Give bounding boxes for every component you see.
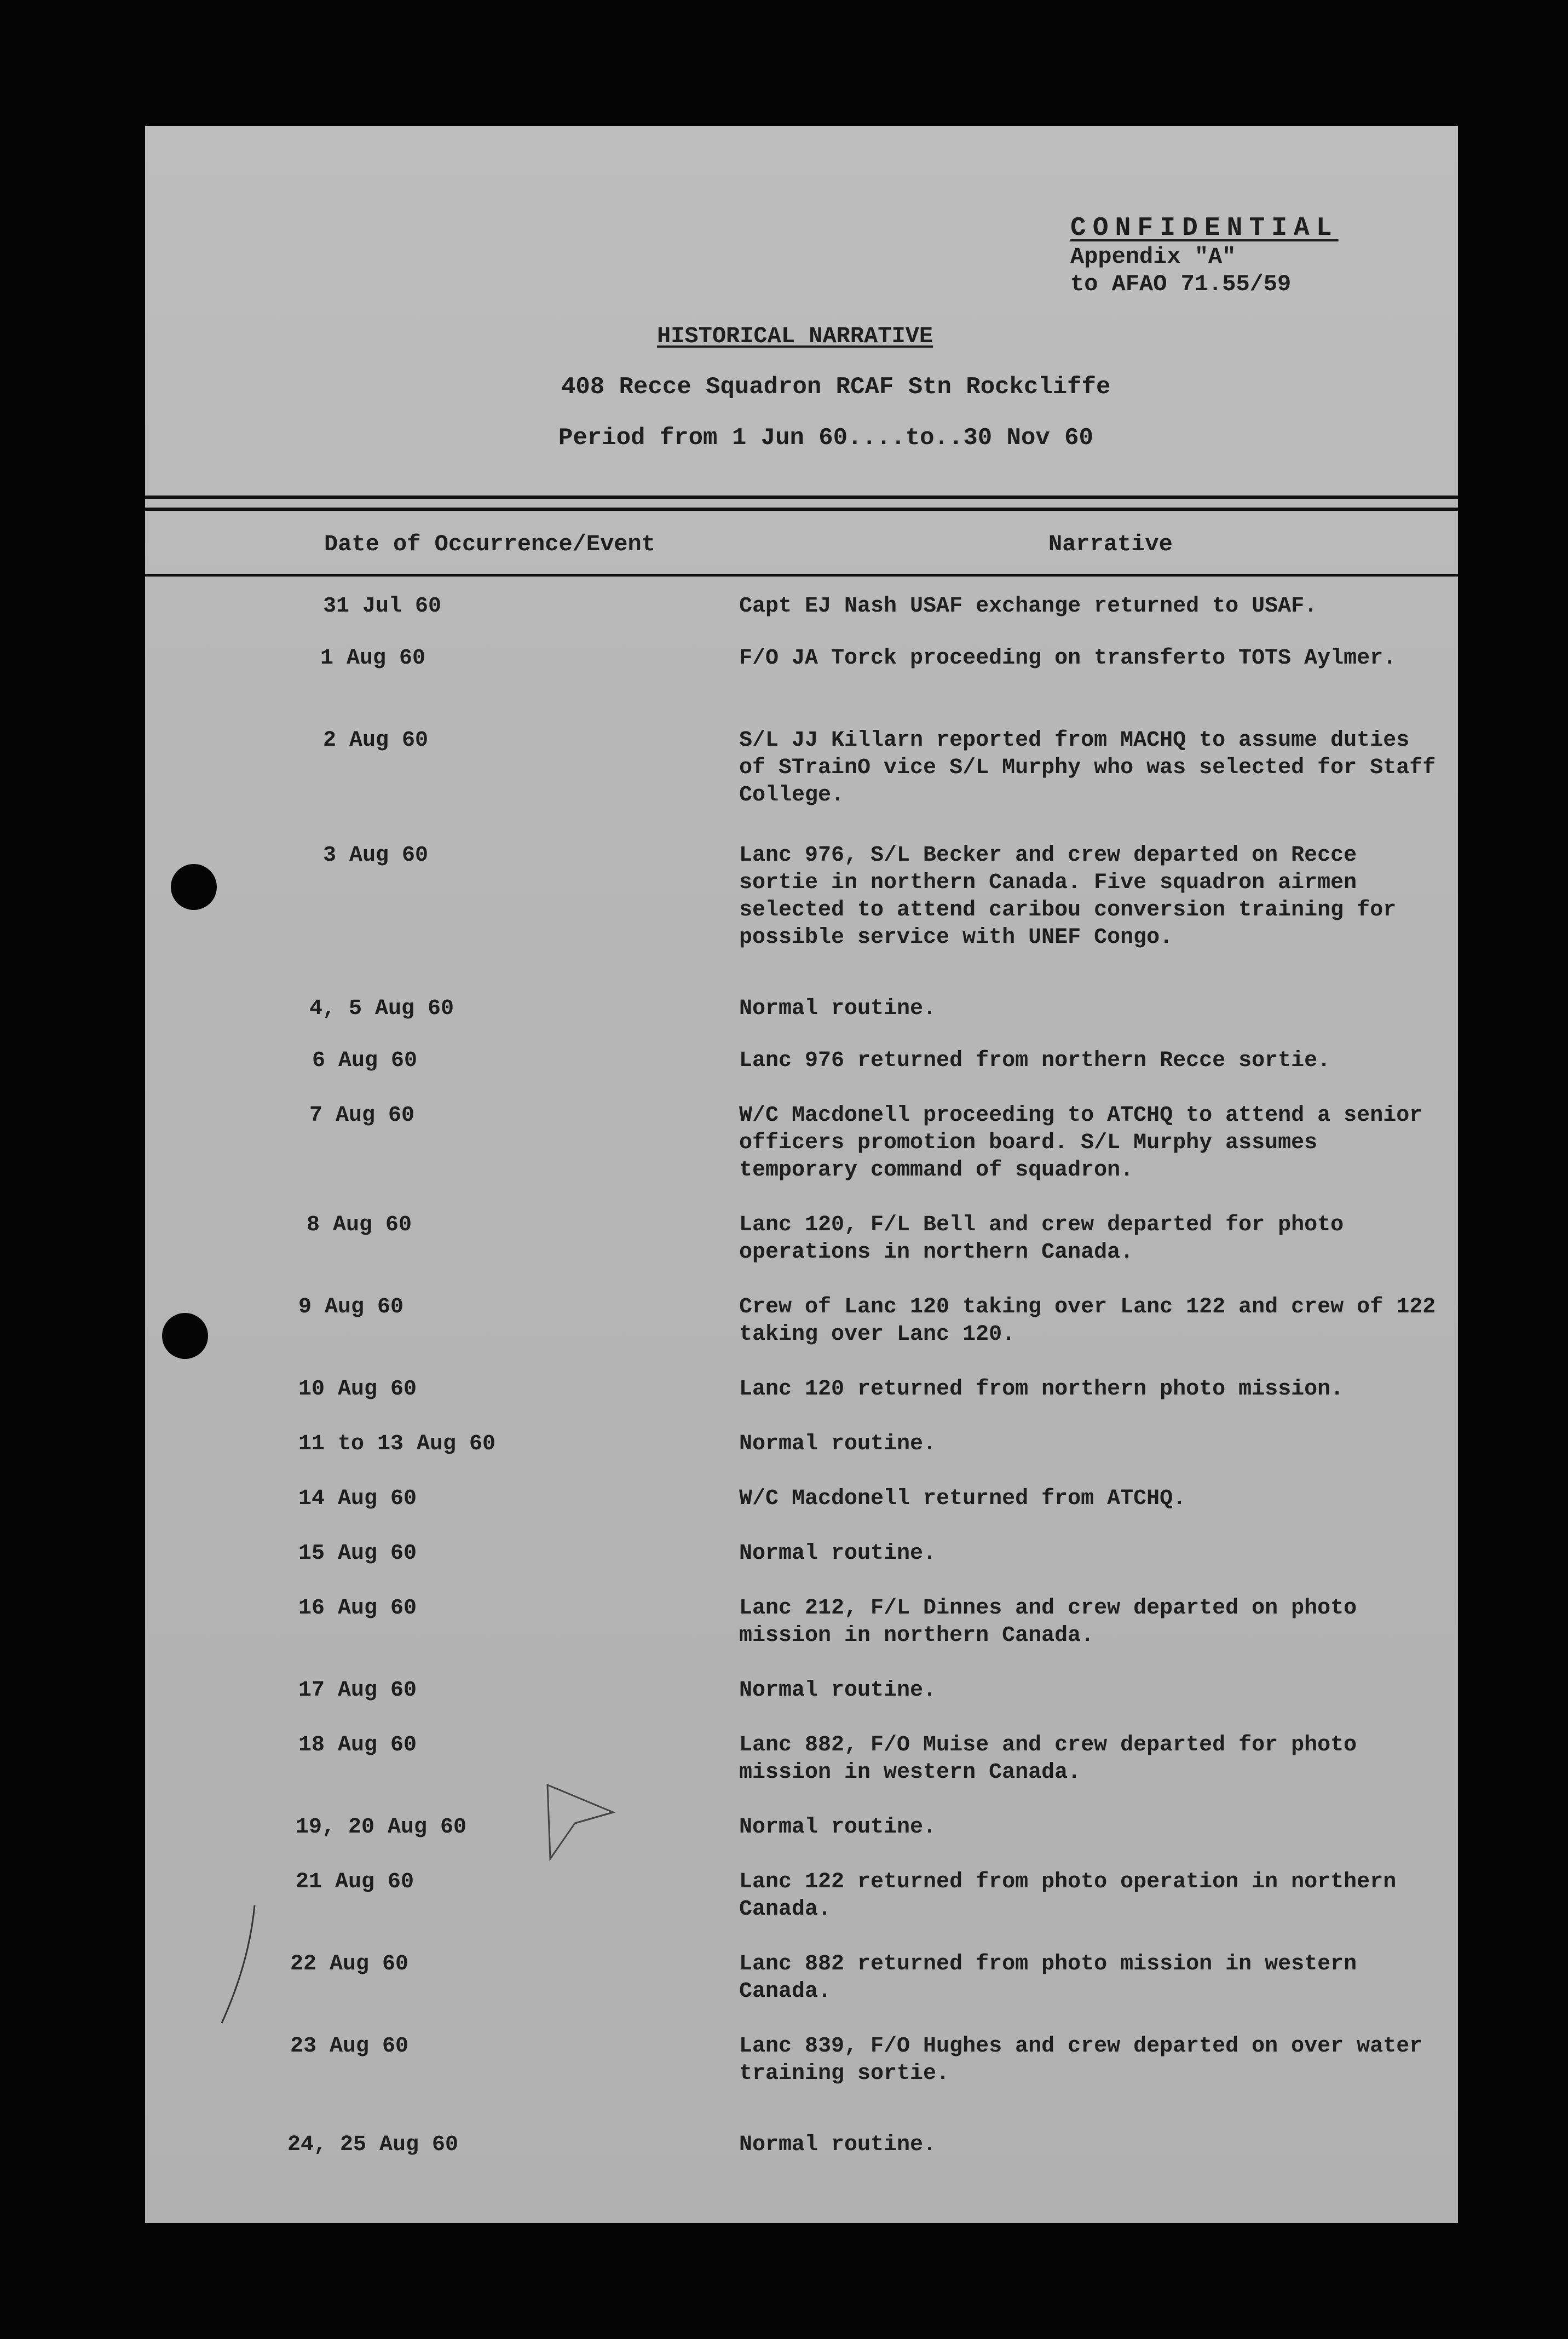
appendix-label: Appendix "A" [1070,244,1236,270]
entry-date: 15 Aug 60 [298,1541,417,1566]
entry-date: 1 Aug 60 [320,646,426,671]
classification-block [1070,214,1443,298]
entry-narrative: Lanc 976, S/L Becker and crew departed on Recce sortie in northern Canada. Five squadron airmen selected to attend caribou conversion training for possible service with UNEF Congo. [739,843,1397,950]
entry-narrative: Normal routine. [739,996,937,1021]
column-header-date: Date of Occurrence/Event [324,531,655,557]
entry-date: 3 Aug 60 [323,843,429,868]
entry-narrative: F/O JA Torck proceeding on transferto TOTS Aylmer. [739,646,1397,671]
entry-narrative: Crew of Lanc 120 taking over Lanc 122 and crew of 122 taking over Lanc 120. [739,1295,1436,1347]
header-rule-bottom [145,574,1458,577]
entry-date: 18 Aug 60 [298,1733,417,1758]
entry-narrative: Lanc 120, F/L Bell and crew departed for photo operations in northern Canada. [739,1213,1344,1265]
entry-date: 11 to 13 Aug 60 [298,1432,496,1456]
entry-date: 6 Aug 60 [312,1048,418,1073]
column-header-narrative: Narrative [1048,531,1173,557]
unit-name: 408 Recce Squadron RCAF Stn Rockcliffe [561,373,1111,401]
pen-stroke-mark [216,1903,260,2029]
entry-date: 4, 5 Aug 60 [309,996,454,1021]
entry-date: 9 Aug 60 [298,1295,404,1320]
entry-date: 2 Aug 60 [323,728,429,753]
entry-narrative: W/C Macdonell returned from ATCHQ. [739,1487,1186,1511]
punch-hole-upper [171,864,217,910]
reference-number: to AFAO 71.55/59 [1070,271,1292,297]
entry-date: 31 Jul 60 [323,594,442,619]
reporting-period: Period from 1 Jun 60....to..30 Nov 60 [558,424,1093,452]
pen-arrow-mark [542,1782,624,1864]
punch-hole-lower [162,1313,208,1359]
entry-date: 7 Aug 60 [309,1103,415,1128]
entry-narrative: W/C Macdonell proceeding to ATCHQ to attend a senior officers promotion board. S/L Murphy assumes temporary command of squadron. [739,1103,1423,1183]
entry-date: 14 Aug 60 [298,1487,417,1511]
entry-narrative: Lanc 882, F/O Muise and crew departed for photo mission in western Canada. [739,1733,1357,1785]
header-rule-top [145,496,1458,499]
document-title: HISTORICAL NARRATIVE [657,323,933,349]
entry-date: 21 Aug 60 [296,1870,414,1894]
header-rule-second [145,508,1458,511]
entry-date: 10 Aug 60 [298,1377,417,1402]
document-page [145,126,1458,2223]
entry-narrative: Normal routine. [739,1678,937,1703]
entry-narrative: Lanc 120 returned from northern photo mission. [739,1377,1344,1402]
entry-narrative: Normal routine. [739,1541,937,1566]
entry-date: 19, 20 Aug 60 [296,1815,467,1840]
entry-narrative: Lanc 976 returned from northern Recce sortie. [739,1048,1331,1073]
entry-date: 23 Aug 60 [290,2034,409,2059]
entry-narrative: Lanc 839, F/O Hughes and crew departed on over water training sortie. [739,2034,1423,2086]
entry-narrative: S/L JJ Killarn reported from MACHQ to assume duties of STrainO vice S/L Murphy who was selected for Staff College. [739,728,1436,808]
entry-narrative: Lanc 122 returned from photo operation in northern Canada. [739,1870,1397,1922]
entry-date: 8 Aug 60 [307,1213,412,1237]
entry-date: 22 Aug 60 [290,1952,409,1977]
entry-narrative: Normal routine. [739,2133,937,2157]
entry-narrative: Normal routine. [739,1432,937,1456]
entry-date: 16 Aug 60 [298,1596,417,1621]
entry-date: 17 Aug 60 [298,1678,417,1703]
entry-date: 24, 25 Aug 60 [287,2133,459,2157]
entry-narrative: Normal routine. [739,1815,937,1840]
entry-narrative: Capt EJ Nash USAF exchange returned to USAF. [739,594,1318,619]
classification-stamp: CONFIDENTIAL [1070,214,1339,243]
entry-narrative: Lanc 212, F/L Dinnes and crew departed on photo mission in northern Canada. [739,1596,1357,1648]
entry-narrative: Lanc 882 returned from photo mission in western Canada. [739,1952,1357,2004]
